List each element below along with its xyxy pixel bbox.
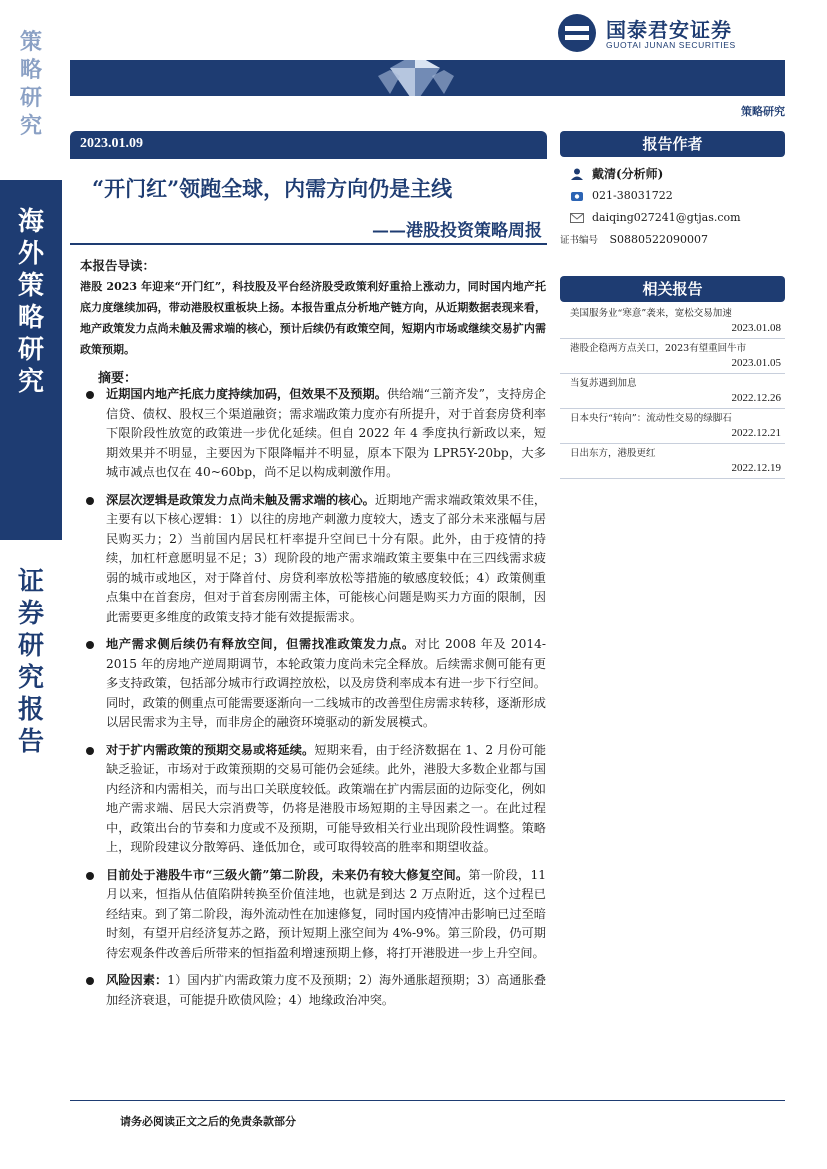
author-cert-row <box>560 229 785 251</box>
author-email-row <box>560 207 785 229</box>
related-report-date: 2022.12.19 <box>731 462 781 474</box>
author-name: 戴清(分析师) <box>592 167 664 181</box>
sidebar-middle-label: 海外策略研究 <box>17 207 44 397</box>
diamond-decoration-icon <box>370 60 460 96</box>
bullet-dot-icon <box>86 391 94 399</box>
related-reports-header: 相关报告 <box>560 276 785 302</box>
bullet-dot-icon <box>86 977 94 985</box>
category-label: 策略研究 <box>741 105 785 118</box>
author-name-row <box>560 163 785 185</box>
sidebar-bottom-label: 证券研究报告 <box>17 567 44 757</box>
footer-divider <box>70 1100 785 1101</box>
header-banner <box>70 60 785 96</box>
bullet-body: 1）国内扩内需政策力度不及预期；2）海外通胀超预期；3）高通胀叠加经济衰退，可能提升欧债风险；4）地缘政治冲突。 <box>106 973 547 1007</box>
summary-bullet <box>86 635 546 733</box>
bullet-body: 短期来看，由于经济数据在 1、2 月份可能缺乏验证，市场对于政策预期的交易可能仍会延续。此外，港股大多数企业都与国内经济和内需相关，而与出口关联度较低。政策端在扩内需层面的边际变化，例如地产需求端、居民大宗消费等，仍将是港股市场短期的主导因素之一。在此过程中，政策出台的节奏和力度或不及预期，可能导致相关行业出现阶段性调整。策略上，现阶段建议分散筹码、逢低加仓，或可取得较高的胜率和期望收益。 <box>106 742 547 854</box>
sidebar-top-label: 策略研究 <box>19 29 42 139</box>
bullet-dot-icon <box>86 641 94 649</box>
related-report-title[interactable]: 当复苏遇到加息 <box>570 378 637 389</box>
guide-label: 本报告导读： <box>80 258 156 273</box>
bullet-body: 对比 2008 年及 2014-2015 年的房地产逆周期调节，本轮政策力度尚未完全释放。后续需求侧可能有更多支持政策，包括部分城市行政调控放松，以及房贷利率成本有进一步下行空间。同时，政策的侧重点可能需要逐渐向一二线城市的改善型住房需求转移，逐渐形成以居民需求为主导，而非房企的融资环境驱动的新发展模式。 <box>106 637 546 729</box>
report-title: “开门红”领跑全球，内需方向仍是主线 <box>92 176 453 201</box>
bullet-dot-icon <box>86 497 94 505</box>
logo-mark-icon <box>558 14 596 52</box>
related-report-date: 2023.01.05 <box>731 357 781 369</box>
related-reports-box <box>560 276 785 479</box>
left-sidebar <box>0 0 62 1169</box>
related-report-date: 2022.12.26 <box>731 392 781 404</box>
related-report-item[interactable] <box>560 339 785 374</box>
summary-bullet <box>86 866 546 964</box>
person-icon <box>570 168 584 180</box>
author-box-header: 报告作者 <box>560 131 785 157</box>
related-report-title[interactable]: 日出东方，港股更红 <box>570 448 656 459</box>
summary-bullet <box>86 385 546 483</box>
logo-chinese-name: 国泰君安证券 <box>606 18 732 42</box>
author-email[interactable]: daiqing027241@gtjas.com <box>592 211 741 224</box>
summary-bullet <box>86 491 546 628</box>
bullet-dot-icon <box>86 747 94 755</box>
bullet-body: 近期地产需求端政策效果不佳，主要有以下核心逻辑：1）以往的房地产刺激力度较大，透支了部分未来涨幅与居民购买力；2）当前国内居民杠杆率提升空间已十分有限。此外，由于疫情的持续，加杠杆意愿明显不足；3）现阶段的地产需求端政策主要集中在三四线需求疲弱的城市或地区，对于降首付、房贷利率放松等措施的敏感度较低；4）政策侧重点集中在首套房，但对于首套房刚需主体，可能核心问题是购买力方面的限制，因此需要更多维度的政策支持才能有效提振需求。 <box>106 492 547 624</box>
related-report-item[interactable] <box>560 374 785 409</box>
summary-bullet <box>86 971 546 1010</box>
related-report-item[interactable] <box>560 444 785 479</box>
summary-label: 摘要： <box>98 371 138 386</box>
related-report-title[interactable]: 美国服务业“寒意”袭来，宽松交易加速 <box>570 308 732 319</box>
company-logo <box>558 14 788 54</box>
email-icon <box>570 212 584 224</box>
author-phone-row <box>560 185 785 207</box>
summary-bullet <box>86 741 546 858</box>
related-report-item[interactable] <box>560 304 785 339</box>
report-date: 2023.01.09 <box>80 136 143 151</box>
bullet-heading: 风险因素： <box>106 973 168 987</box>
bullet-heading: 对于扩内需政策的预期交易或将延续。 <box>106 742 315 757</box>
related-report-title[interactable]: 日本央行“转向”：流动性交易的绿脚石 <box>570 413 732 424</box>
bullet-body: 第一阶段，11 月以来，恒指从估值陷阱转换至价值洼地，也就是到达 2 万点附近，这个过程已经结束。到了第二阶段，海外流动性在加速修复，同时国内疫情冲击影响已过至暗时刻，有望开启经济复苏之路，预计短期上涨空间为 4%-9%。第三阶段，仍可期待宏观条件改善后所带来的恒指盈利增速预期上修，将打开港股进一步上升空间。 <box>106 867 546 960</box>
title-divider <box>70 243 547 245</box>
bullet-heading: 近期国内地产托底力度持续加码，但效果不及预期。 <box>106 387 387 401</box>
author-box <box>560 131 785 251</box>
bullet-dot-icon <box>86 872 94 880</box>
related-reports-list <box>560 304 785 479</box>
summary-list <box>86 385 546 1018</box>
bullet-body: 供给端“三箭齐发”，支持房企信贷、债权、股权三个渠道融资；需求端政策力度亦有所提升，对于首套房贷利率下限阶段性放宽的政策进一步优化延续。但自 2022 年 4 季度执行新政以来，短期效果并不明显，主要因为下限降幅并不明显，原本下限为 LPR5Y-20bp，大多城市减点也仅在 40~60bp，尚不足以构成刺激作用。 <box>106 387 546 479</box>
related-report-title[interactable]: 港股企稳两方点关口，2023有望重回牛市 <box>570 343 747 354</box>
date-bar <box>70 131 547 159</box>
related-report-date: 2023.01.08 <box>731 322 781 334</box>
bullet-heading: 目前处于港股牛市“三级火箭”第二阶段，未来仍有较大修复空间。 <box>106 867 469 882</box>
bullet-heading: 深层次逻辑是政策发力点尚未触及需求端的核心。 <box>106 492 375 507</box>
logo-english-name: GUOTAI JUNAN SECURITIES <box>606 40 736 50</box>
guide-text: 港股 2023 年迎来“开门红”，科技股及平台经济股受政策利好重拾上涨动力，同时国内地产托底力度继续加码，带动港股权重板块上扬。本报告重点分析地产链方向，从近期数据表现来看，地产政策发力点尚未触及需求端的核心，预计后续仍有政策空间，短期内市场或继续交易扩内需政策预期。 <box>80 280 546 356</box>
sidebar-top-section <box>0 0 62 180</box>
author-phone: 021-38031722 <box>592 189 673 202</box>
report-subtitle: ——港股投资策略周报 <box>372 221 542 241</box>
related-report-item[interactable] <box>560 409 785 444</box>
phone-icon <box>570 190 584 202</box>
cert-number: S0880522090007 <box>609 233 709 246</box>
related-report-date: 2022.12.21 <box>731 427 781 439</box>
cert-label: 证书编号 <box>560 235 599 246</box>
footer-disclaimer: 请务必阅读正文之后的免责条款部分 <box>120 1115 296 1128</box>
bullet-heading: 地产需求侧后续仍有释放空间，但需找准政策发力点。 <box>106 637 415 651</box>
